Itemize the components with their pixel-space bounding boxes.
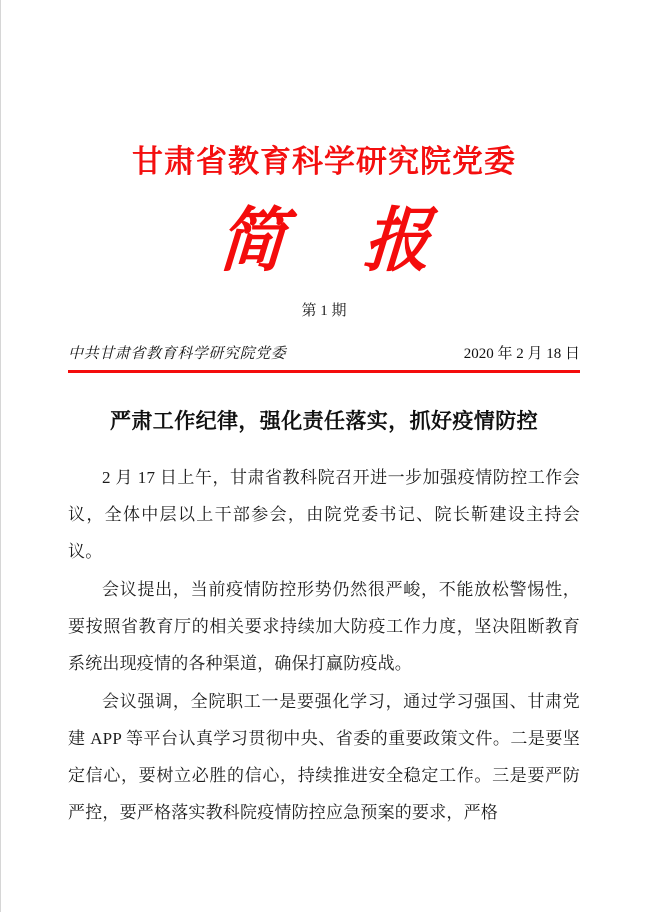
article-body <box>68 437 580 831</box>
article-headline: 严肃工作纪律，强化责任落实，抓好疫情防控 <box>110 410 538 433</box>
issue-number: 第 1 期 <box>301 303 347 319</box>
article-paragraph: 会议提出，当前疫情防控形势仍然很严峻，不能放松警惕性，要按照省教育厅的相关要求持续加大防疫工作力度，坚决阻断教育系统出现疫情的各种渠道，确保打赢防疫战。 <box>68 580 580 673</box>
bulletin-logo <box>1 182 646 280</box>
bulletin-logo-char-1: 简 <box>215 202 288 281</box>
publication-date: 2020 年 2 月 18 日 <box>463 346 580 362</box>
organization-title: 甘肃省教育科学研究院党委 <box>132 144 516 179</box>
article-paragraph: 会议强调，全院职工一是要强化学习，通过学习强国、甘肃党建 APP 等平台认真学习贯彻中央、省委的重要政策文件。二是要坚定信心，要树立必胜的信心，持续推进安全稳定工作。三是要严防严控，要严格落实教科院疫情防控应急预案的要求，严格 <box>68 692 580 822</box>
bulletin-logo-char-2: 报 <box>360 202 433 281</box>
page-content <box>1 0 646 832</box>
article <box>68 373 580 831</box>
byline-row <box>68 344 580 373</box>
article-paragraph: 2 月 17 日上午，甘肃省教科院召开进一步加强疫情防控工作会议，全体中层以上干部参会，由院党委书记、院长靳建设主持会议。 <box>68 468 580 561</box>
publisher-name: 中共甘肃省教育科学研究院党委 <box>68 346 287 362</box>
masthead <box>1 0 646 322</box>
